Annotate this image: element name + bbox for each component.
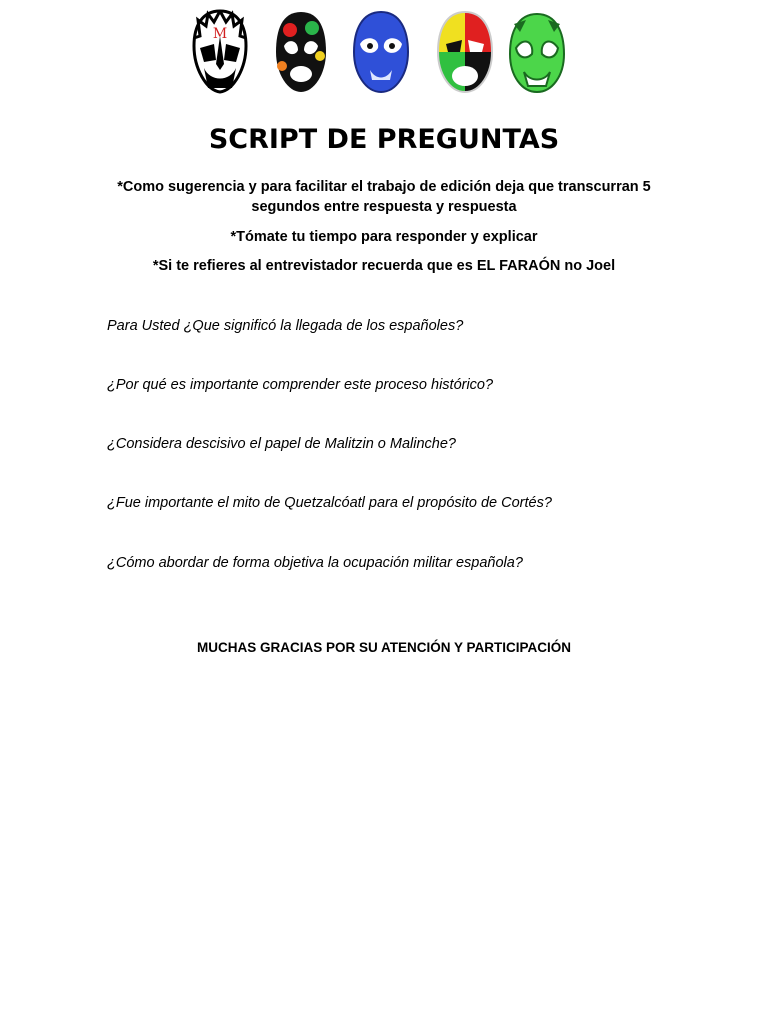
- luchador-mask-blue-icon: [350, 8, 412, 96]
- note-take-time: *Tómate tu tiempo para responder y explicar: [230, 229, 538, 245]
- note-edit-pause: *Como sugerencia y para facilitar el trabajo de edición deja que transcurran 5 segundos entre respuesta y respuesta: [117, 179, 651, 215]
- question-2: ¿Por qué es importante comprender este proceso histórico?: [107, 377, 494, 393]
- question-4: ¿Fue importante el mito de Quetzalcóatl para el propósito de Cortés?: [107, 495, 552, 511]
- luchador-mask-multicolor-icon: [270, 8, 332, 96]
- mask-letter: M: [212, 26, 228, 42]
- question-3: ¿Considera descisivo el papel de Malitzin o Malinche?: [107, 436, 456, 452]
- header-masks: [0, 8, 768, 98]
- note-interviewer-name: *Si te refieres al entrevistador recuerda que es EL FARAÓN no Joel: [152, 258, 616, 274]
- page-title: SCRIPT DE PREGUNTAS: [208, 124, 560, 155]
- luchador-mask-tricolor-icon: [434, 8, 496, 96]
- luchador-mask-green-icon: [504, 8, 570, 96]
- luchador-mask-white-icon: [188, 8, 252, 96]
- question-5: ¿Cómo abordar de forma objetiva la ocupación militar española?: [107, 555, 523, 571]
- question-1: Para Usted ¿Que significó la llegada de los españoles?: [107, 318, 464, 334]
- closing-thanks: MUCHAS GRACIAS POR SU ATENCIÓN Y PARTICIPACIÓN: [196, 640, 572, 655]
